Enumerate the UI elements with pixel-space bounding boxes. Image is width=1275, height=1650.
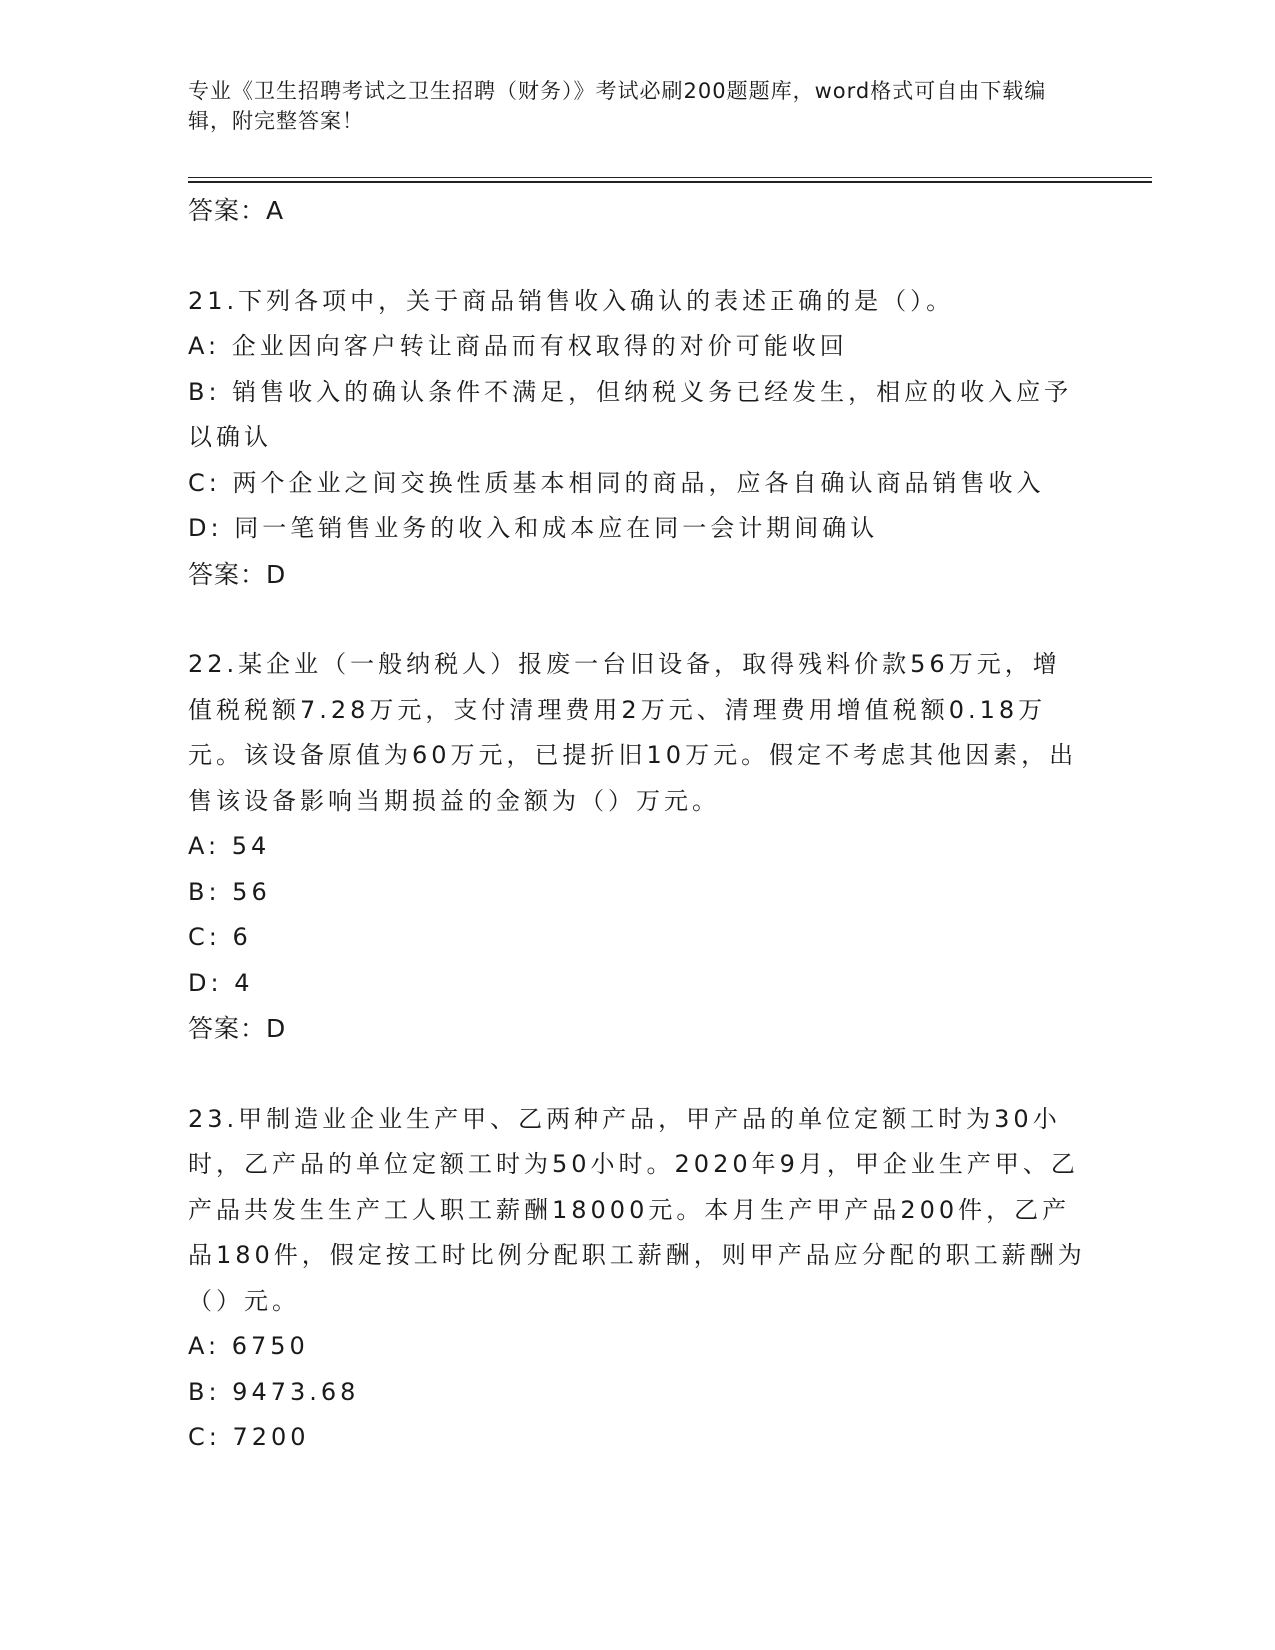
option-b: B: 56 <box>188 877 271 906</box>
answer: 答案：D <box>188 1014 287 1043</box>
option-a: A: 54 <box>188 832 271 860</box>
question-22 <box>188 642 1088 1052</box>
question-stem: 21.下列各项中，关于商品销售收入确认的表述正确的是（）。 <box>188 286 955 315</box>
header-rule-thin <box>188 177 1152 178</box>
option-b: B: 销售收入的确认条件不满足，但纳税义务已经发生，相应的收入应予以确认 <box>188 377 1073 451</box>
spacer <box>188 597 1088 642</box>
spacer <box>188 234 1088 279</box>
option-a: A: 6750 <box>188 1332 309 1360</box>
question-stem: 23.甲制造业企业生产甲、乙两种产品，甲产品的单位定额工时为30小时，乙产品的单位定额工时为50小时。2020年9月，甲企业生产甲、乙产品共发生生产工人职工薪酬18000元。本月生产甲产品200件，乙产品180件，假定按工时比例分配职工薪酬，则甲产品应分配的职工薪酬为（）元。 <box>188 1104 1086 1315</box>
question-list <box>188 188 1088 1461</box>
document-header: 专业《卫生招聘考试之卫生招聘（财务）》考试必刷200题题库，word格式可自由下载编辑，附完整答案！ <box>188 79 1047 133</box>
option-b: B: 9473.68 <box>188 1377 360 1406</box>
option-c: C: 6 <box>188 923 252 951</box>
option-c: C: 7200 <box>188 1423 310 1451</box>
question-stem: 22.某企业（一般纳税人）报废一台旧设备，取得残料价款56万元，增值税税额7.28万元，支付清理费用2万元、清理费用增值税额0.18万元。该设备原值为60万元，已提折旧10万元。假定不考虑其他因素，出售该设备影响当期损益的金额为（）万元。 <box>188 650 1078 815</box>
option-d: D: 4 <box>188 968 254 997</box>
option-d: D: 同一笔销售业务的收入和成本应在同一会计期间确认 <box>188 514 879 542</box>
option-a: A: 企业因向客户转让商品而有权取得的对价可能收回 <box>188 332 848 360</box>
header-rule-thick <box>188 181 1152 183</box>
answer: 答案：D <box>188 559 287 589</box>
question-23 <box>188 1097 1088 1461</box>
previous-answer: 答案：A <box>188 196 285 225</box>
spacer <box>188 1052 1088 1097</box>
option-c: C: 两个企业之间交换性质基本相同的商品，应各自确认商品销售收入 <box>188 468 1045 497</box>
question-21 <box>188 279 1088 598</box>
